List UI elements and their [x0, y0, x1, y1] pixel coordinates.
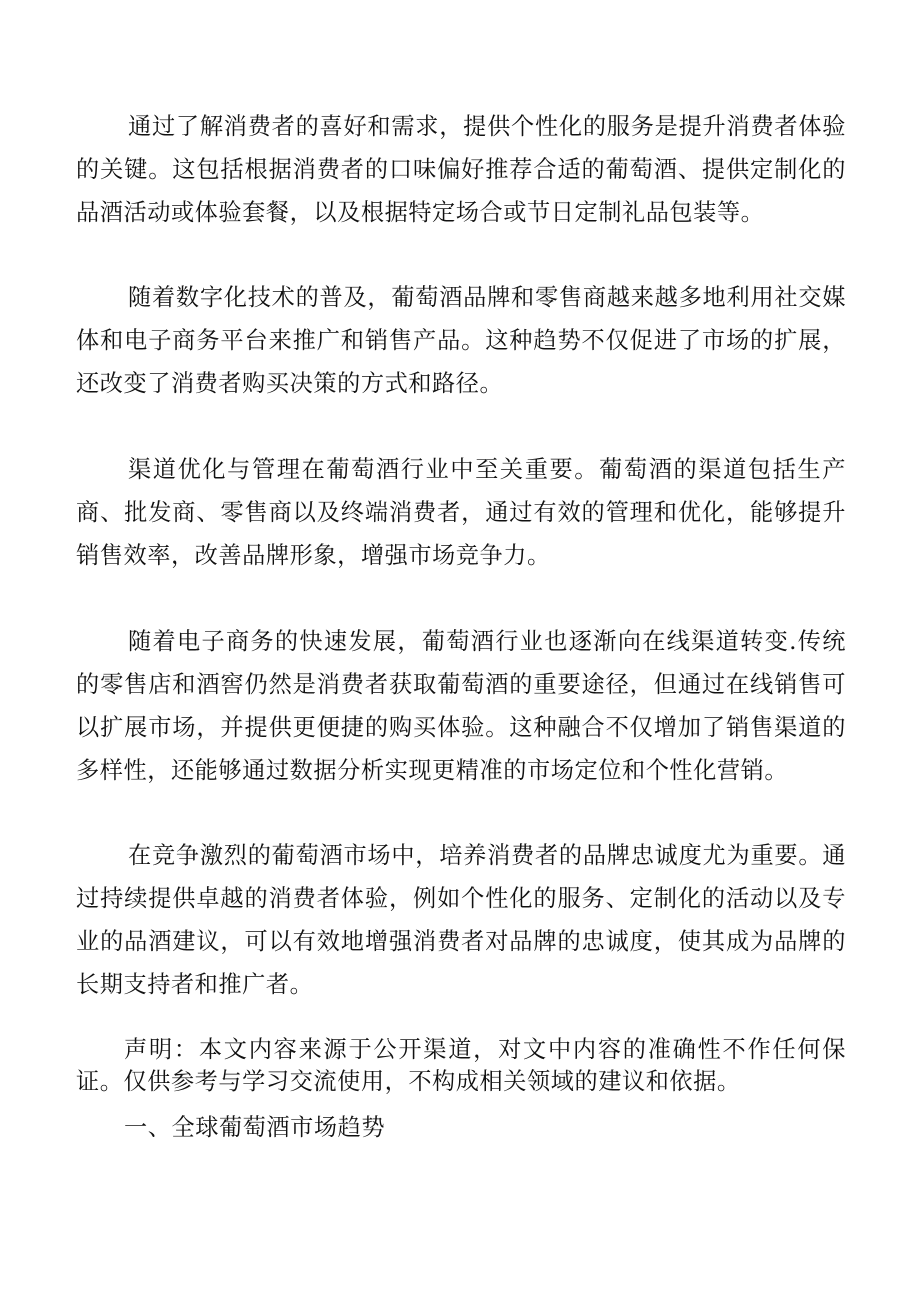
paragraph-channel-optimization: 渠道优化与管理在葡萄酒行业中至关重要。葡萄酒的渠道包括生产商、批发商、零售商以及终端消费者，通过有效的管理和优化，能够提升销售效率，改善品牌形象，增强市场竞争力。: [76, 456, 846, 569]
section-heading: 一、全球葡萄酒市场趋势: [124, 1114, 386, 1141]
paragraph-personalized-service: 通过了解消费者的喜好和需求，提供个性化的服务是提升消费者体验的关键。这包括根据消费者的口味偏好推荐合适的葡萄酒、提供定制化的品酒活动或体验套餐，以及根据特定场合或节日定制礼品包装等。: [76, 113, 846, 226]
paragraph-brand-loyalty: 在竞争激烈的葡萄酒市场中，培养消费者的品牌忠诚度尤为重要。通过持续提供卓越的消费者体验，例如个性化的服务、定制化的活动以及专业的品酒建议，可以有效地增强消费者对品牌的忠诚度，使其成为品牌的长期支持者和推广者。: [76, 842, 846, 998]
disclaimer-text: 声明：本文内容来源于公开渠道，对文中内容的准确性不作任何保证。仅供参考与学习交流使用，不构成相关领域的建议和依据。: [76, 1036, 846, 1095]
paragraph-digital-trend: 随着数字化技术的普及，葡萄酒品牌和零售商越来越多地利用社交媒体和电子商务平台来推广和销售产品。这种趋势不仅促进了市场的扩展，还改变了消费者购买决策的方式和路径。: [76, 284, 846, 397]
paragraph-ecommerce-development: 随着电子商务的快速发展，葡萄酒行业也逐渐向在线渠道转变.传统的零售店和酒窖仍然是消费者获取葡萄酒的重要途径，但通过在线销售可以扩展市场，并提供更便捷的购买体验。这种融合不仅增加了销售渠道的多样性，还能够通过数据分析实现更精准的市场定位和个性化营销。: [76, 628, 846, 784]
